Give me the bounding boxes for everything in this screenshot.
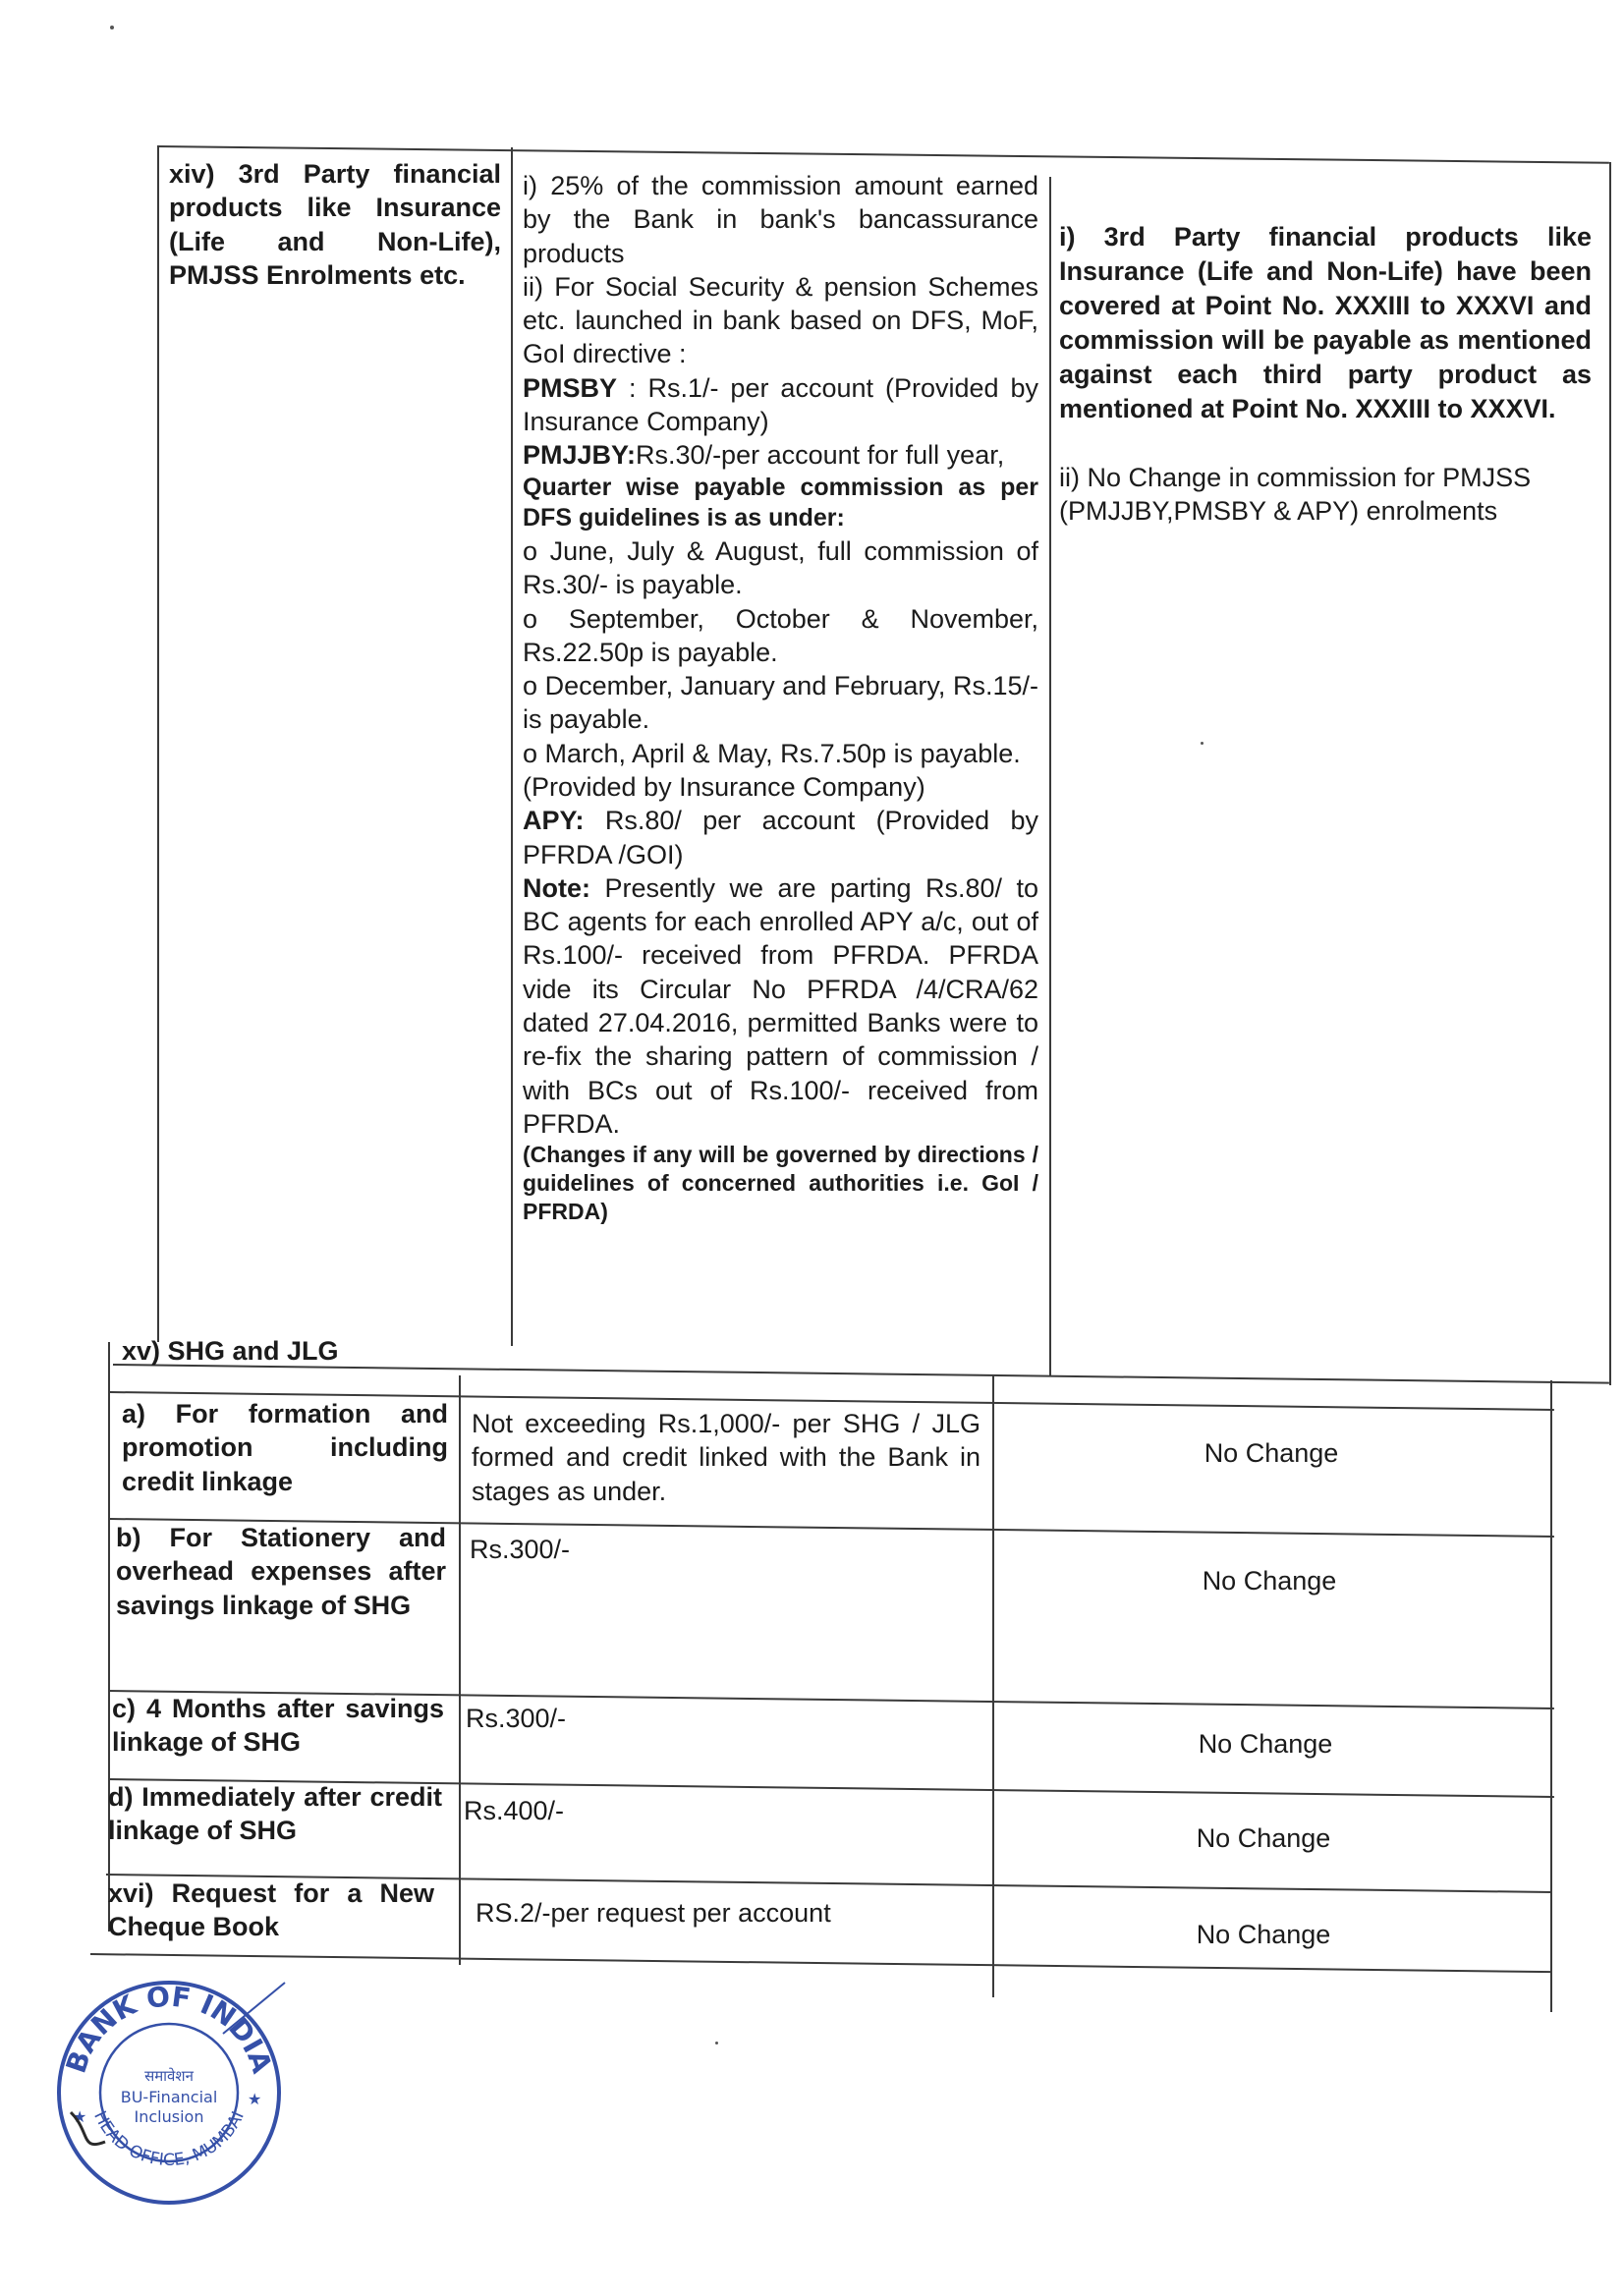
row-xv-label: xv) SHG and JLG: [122, 1336, 339, 1366]
scan-speck: [110, 26, 114, 29]
note-label: Note:: [523, 872, 590, 903]
quarter-heading: Quarter wise payable commission as per DFS guidelines is as under:: [523, 473, 1038, 532]
provided-by-insurer: (Provided by Insurance Company): [523, 772, 925, 802]
svg-text:HEAD OFFICE, MUMBAI: HEAD OFFICE, MUMBAI: [89, 2107, 249, 2171]
svg-text:★: ★: [73, 2107, 87, 2126]
pmsby-line: PMSBY : Rs.1/- per account (Provided by Insurance Company): [523, 372, 1038, 436]
office-seal-stamp: [51, 1975, 287, 2211]
third-party-paragraph: i) 3rd Party financial products like Insurance (Life and Non-Life) have been covered at Point No. XXXIII to XXXVI and commission will be payable as mentioned against each third party product as mentioned at Point No. XXXIII to XXXVI.: [1059, 222, 1592, 424]
row-d-revised: No Change: [1196, 1823, 1331, 1853]
row-b-amount: Rs.300/-: [470, 1535, 571, 1564]
scan-speck: [715, 2042, 718, 2044]
row-d-amount: Rs.400/-: [464, 1796, 565, 1825]
row-b-label: b) For Stationery and overhead expenses after savings linkage of SHG: [116, 1523, 446, 1620]
row-xvi-revised: No Change: [1196, 1920, 1331, 1949]
svg-text:Inclusion: Inclusion: [134, 2107, 204, 2126]
row-xiv-bank-commission: [523, 169, 1038, 1225]
pmsby-label: PMSBY: [523, 372, 618, 403]
row-a-revised: No Change: [1204, 1438, 1339, 1468]
apy-line: APY: Rs.80/ per account (Provided by PFRDA /GOI): [523, 806, 1038, 869]
pmjjby-line: PMJJBY:Rs.30/-per account for full year,: [523, 440, 1005, 471]
row-a-amount: Not exceeding Rs.1,000/- per SHG / JLG formed and credit linked with the Bank in stages as under.: [472, 1409, 980, 1506]
changes-note: (Changes if any will be governed by directions / guidelines of concerned authorities i.e. GoI / PFRDA): [523, 1142, 1038, 1224]
row-a-label: a) For formation and promotion including credit linkage: [122, 1399, 448, 1496]
svg-text:BANK OF INDIA: BANK OF INDIA: [59, 1980, 279, 2078]
row-c-label: c) 4 Months after savings linkage of SHG: [112, 1694, 444, 1758]
quarter-bullet: o June, July & August, full commission of Rs.30/- is payable.: [523, 536, 1038, 600]
svg-text:समावेशन: समावेशन: [144, 2067, 194, 2085]
quarter-bullet: o December, January and February, Rs.15/- is payable.: [523, 671, 1038, 735]
row-d-label: d) Immediately after credit linkage of SHG: [108, 1782, 442, 1846]
svg-text:BU-Financial: BU-Financial: [120, 2088, 218, 2106]
bancassurance-paragraph: i) 25% of the commission amount earned by the Bank in bank's bancassurance products: [523, 171, 1038, 268]
row-xvi-amount: RS.2/-per request per account: [476, 1898, 831, 1928]
quarter-bullet: o September, October & November, Rs.22.50p is payable.: [523, 603, 1038, 667]
row-xiv-revised-commission: [1059, 220, 1592, 528]
pmjjby-label: PMJJBY:: [523, 440, 637, 471]
row-b-revised: No Change: [1202, 1566, 1337, 1596]
quarter-bullet: o March, April & May, Rs.7.50p is payable.: [523, 738, 1021, 768]
social-security-paragraph: ii) For Social Security & pension Schemes etc. launched in bank based on DFS, MoF, GoI directive :: [523, 271, 1038, 369]
svg-text:★: ★: [248, 2090, 262, 2108]
apy-label: APY:: [523, 806, 585, 836]
row-c-amount: Rs.300/-: [466, 1704, 567, 1733]
row-c-revised: No Change: [1198, 1729, 1333, 1759]
scan-speck: [1201, 742, 1204, 745]
note-paragraph: Note: Presently we are parting Rs.80/ to BC agents for each enrolled APY a/c, out of Rs.100/- received from PFRDA. PFRDA vide its Circular No PFRDA /4/CRA/62 dated 27.04.2016, permitted Banks were to re-fix the sharing pattern of commission / with BCs out of Rs.100/- received from PFRDA.: [523, 872, 1038, 1139]
row-xiv-label: xiv) 3rd Party financial products like Insurance (Life and Non-Life), PMJSS Enrolments etc.: [169, 159, 501, 290]
row-xvi-label: xvi) Request for a New Cheque Book: [108, 1878, 434, 1942]
pmjss-no-change: ii) No Change in commission for PMJSS (PMJJBY,PMSBY & APY) enrolments: [1059, 462, 1532, 526]
